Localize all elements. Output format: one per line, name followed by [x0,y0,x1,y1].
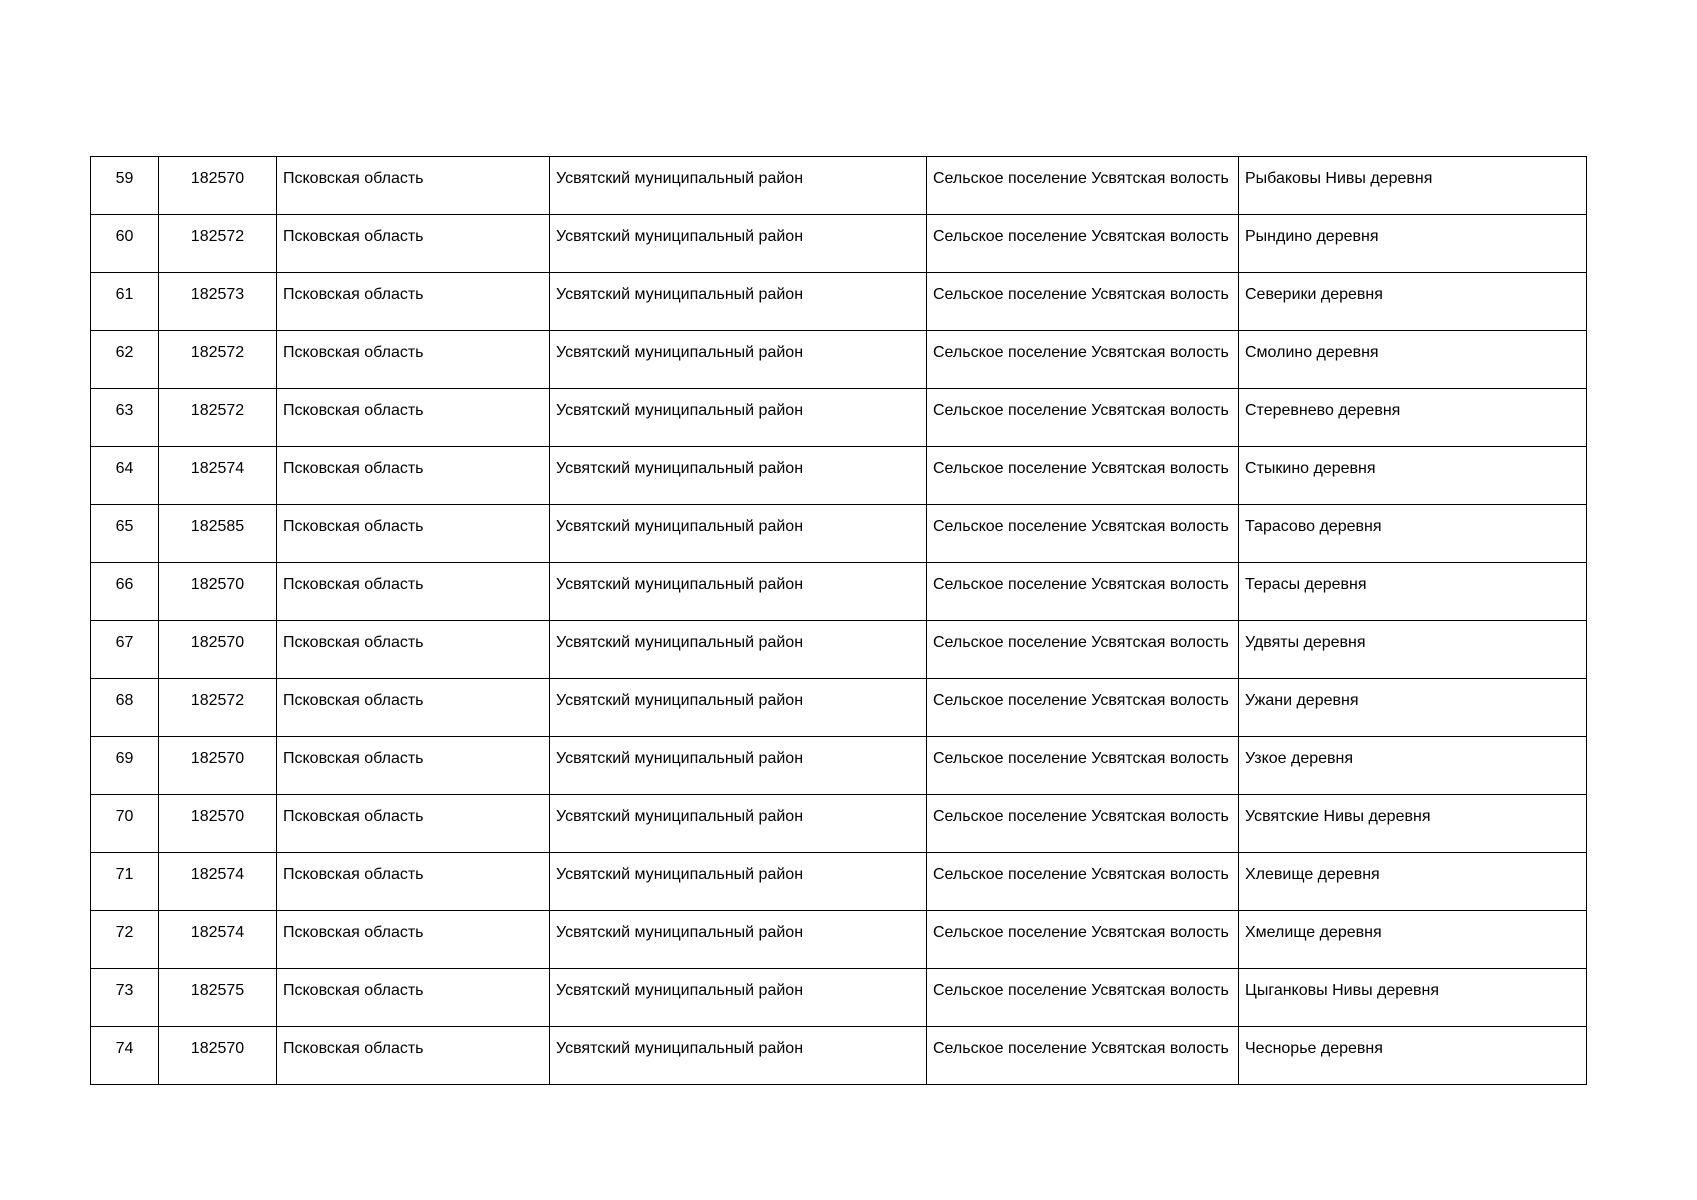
table-row [91,331,1587,389]
region-cell: Псковская область [277,679,550,737]
postal-index-cell: 182574 [159,911,277,969]
postal-index-cell: 182574 [159,853,277,911]
row-number-cell: 74 [91,1027,159,1085]
district-cell: Усвятский муниципальный район [550,795,927,853]
row-number-cell: 72 [91,911,159,969]
locality-cell: Стыкино деревня [1239,447,1587,505]
district-cell: Усвятский муниципальный район [550,563,927,621]
row-number-cell: 65 [91,505,159,563]
row-number-cell: 59 [91,157,159,215]
table-row [91,273,1587,331]
district-cell: Усвятский муниципальный район [550,1027,927,1085]
district-cell: Усвятский муниципальный район [550,505,927,563]
locality-cell: Узкое деревня [1239,737,1587,795]
locality-cell: Терасы деревня [1239,563,1587,621]
region-cell: Псковская область [277,1027,550,1085]
postal-index-cell: 182572 [159,679,277,737]
row-number-cell: 68 [91,679,159,737]
settlement-cell: Сельское поселение Усвятская волость [927,389,1239,447]
locality-cell: Хмелище деревня [1239,911,1587,969]
district-cell: Усвятский муниципальный район [550,853,927,911]
region-cell: Псковская область [277,621,550,679]
district-cell: Усвятский муниципальный район [550,215,927,273]
table-row [91,679,1587,737]
district-cell: Усвятский муниципальный район [550,621,927,679]
settlement-cell: Сельское поселение Усвятская волость [927,1027,1239,1085]
table-row [91,505,1587,563]
district-cell: Усвятский муниципальный район [550,911,927,969]
settlement-cell: Сельское поселение Усвятская волость [927,853,1239,911]
region-cell: Псковская область [277,969,550,1027]
table-row [91,795,1587,853]
locality-cell: Хлевище деревня [1239,853,1587,911]
table-row [91,447,1587,505]
settlement-cell: Сельское поселение Усвятская волость [927,331,1239,389]
region-cell: Псковская область [277,737,550,795]
settlement-cell: Сельское поселение Усвятская волость [927,795,1239,853]
settlement-cell: Сельское поселение Усвятская волость [927,969,1239,1027]
row-number-cell: 61 [91,273,159,331]
locality-cell: Рындино деревня [1239,215,1587,273]
table-row [91,737,1587,795]
locality-cell: Удвяты деревня [1239,621,1587,679]
row-number-cell: 66 [91,563,159,621]
locality-cell: Цыганковы Нивы деревня [1239,969,1587,1027]
row-number-cell: 70 [91,795,159,853]
locality-cell: Смолино деревня [1239,331,1587,389]
postal-index-cell: 182572 [159,389,277,447]
region-cell: Псковская область [277,157,550,215]
locality-cell: Чеснорье деревня [1239,1027,1587,1085]
row-number-cell: 73 [91,969,159,1027]
postal-index-cell: 182570 [159,563,277,621]
district-cell: Усвятский муниципальный район [550,679,927,737]
table-row [91,853,1587,911]
postal-index-cell: 182573 [159,273,277,331]
region-cell: Псковская область [277,389,550,447]
region-cell: Псковская область [277,447,550,505]
postal-index-cell: 182572 [159,331,277,389]
table-row [91,621,1587,679]
region-cell: Псковская область [277,795,550,853]
region-cell: Псковская область [277,563,550,621]
district-cell: Усвятский муниципальный район [550,447,927,505]
table-row [91,911,1587,969]
postal-index-cell: 182570 [159,157,277,215]
settlement-cell: Сельское поселение Усвятская волость [927,679,1239,737]
district-cell: Усвятский муниципальный район [550,969,927,1027]
settlement-cell: Сельское поселение Усвятская волость [927,273,1239,331]
settlement-cell: Сельское поселение Усвятская волость [927,215,1239,273]
locality-cell: Тарасово деревня [1239,505,1587,563]
table-row [91,563,1587,621]
region-cell: Псковская область [277,505,550,563]
postal-index-cell: 182570 [159,737,277,795]
settlement-cell: Сельское поселение Усвятская волость [927,157,1239,215]
postal-index-cell: 182574 [159,447,277,505]
row-number-cell: 60 [91,215,159,273]
district-cell: Усвятский муниципальный район [550,737,927,795]
table-row [91,1027,1587,1085]
table-row [91,389,1587,447]
table-row [91,215,1587,273]
district-cell: Усвятский муниципальный район [550,389,927,447]
region-cell: Псковская область [277,215,550,273]
postal-index-cell: 182570 [159,1027,277,1085]
region-cell: Псковская область [277,911,550,969]
table-body [91,157,1587,1085]
region-cell: Псковская область [277,331,550,389]
postal-index-cell: 182570 [159,795,277,853]
settlement-cell: Сельское поселение Усвятская волость [927,563,1239,621]
locality-cell: Стеревнево деревня [1239,389,1587,447]
postal-index-cell: 182570 [159,621,277,679]
row-number-cell: 67 [91,621,159,679]
settlement-cell: Сельское поселение Усвятская волость [927,737,1239,795]
settlement-cell: Сельское поселение Усвятская волость [927,447,1239,505]
settlement-cell: Сельское поселение Усвятская волость [927,621,1239,679]
region-cell: Псковская область [277,853,550,911]
locality-cell: Рыбаковы Нивы деревня [1239,157,1587,215]
row-number-cell: 64 [91,447,159,505]
table-row [91,969,1587,1027]
locality-cell: Северики деревня [1239,273,1587,331]
locality-cell: Ужани деревня [1239,679,1587,737]
row-number-cell: 71 [91,853,159,911]
postal-index-cell: 182572 [159,215,277,273]
locality-table [90,156,1587,1085]
region-cell: Псковская область [277,273,550,331]
settlement-cell: Сельское поселение Усвятская волость [927,911,1239,969]
district-cell: Усвятский муниципальный район [550,273,927,331]
row-number-cell: 63 [91,389,159,447]
district-cell: Усвятский муниципальный район [550,331,927,389]
row-number-cell: 62 [91,331,159,389]
postal-index-cell: 182575 [159,969,277,1027]
table-row [91,157,1587,215]
district-cell: Усвятский муниципальный район [550,157,927,215]
settlement-cell: Сельское поселение Усвятская волость [927,505,1239,563]
row-number-cell: 69 [91,737,159,795]
postal-index-cell: 182585 [159,505,277,563]
locality-cell: Усвятские Нивы деревня [1239,795,1587,853]
